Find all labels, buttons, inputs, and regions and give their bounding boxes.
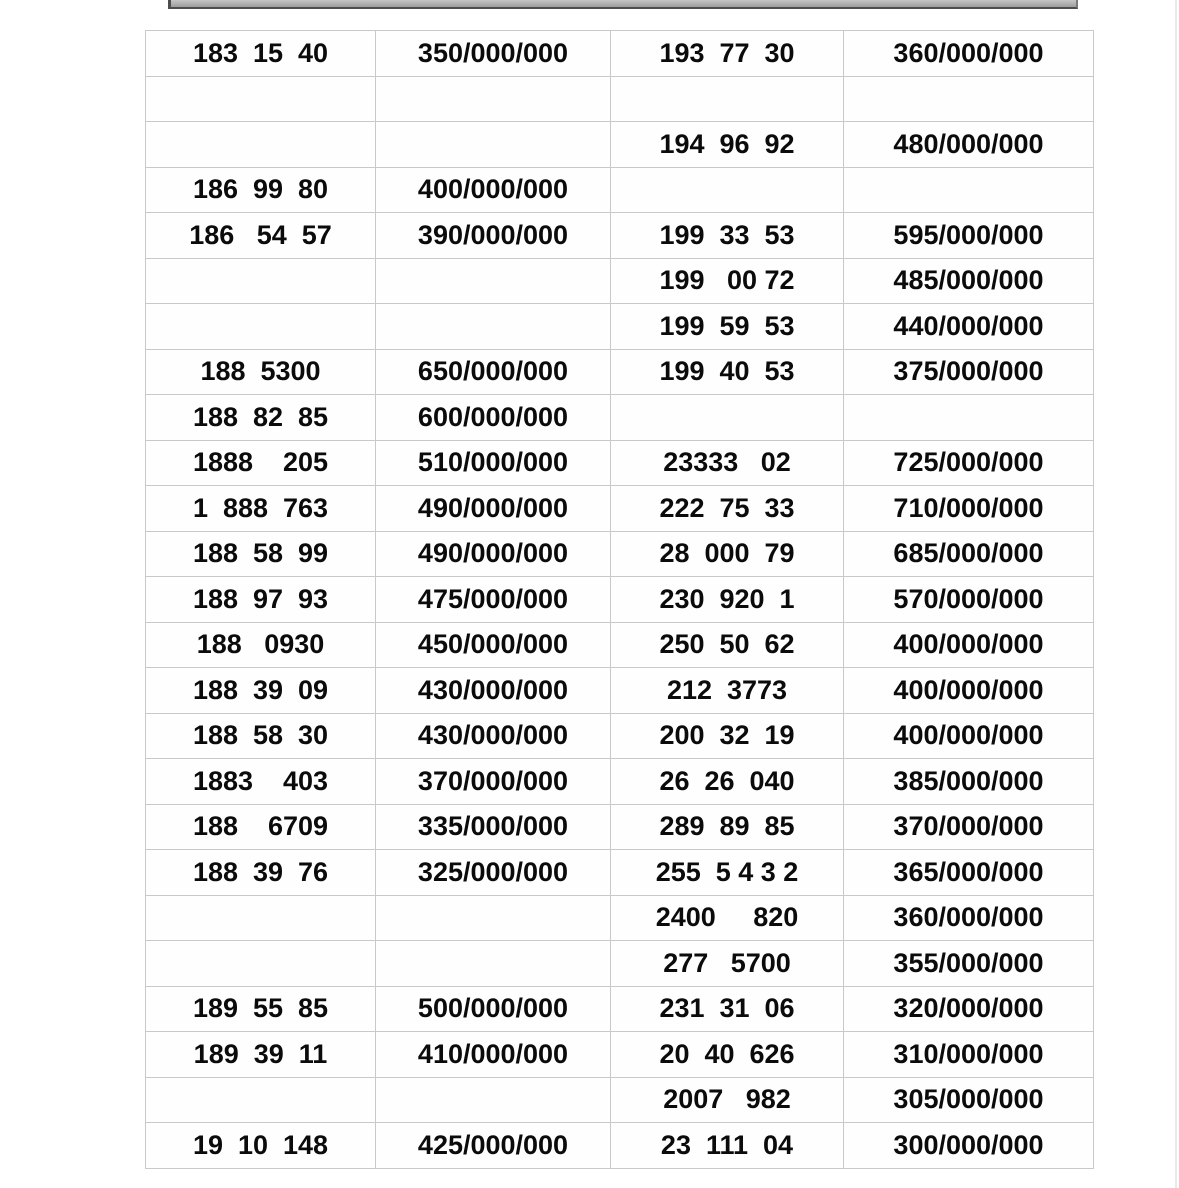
price-cell: 370/000/000 bbox=[844, 805, 1094, 851]
price-cell: 685/000/000 bbox=[844, 532, 1094, 578]
price-cell bbox=[376, 259, 611, 305]
phone-number-cell bbox=[146, 259, 376, 305]
phone-number-cell: 188 5300 bbox=[146, 350, 376, 396]
price-cell: 710/000/000 bbox=[844, 486, 1094, 532]
phone-number-cell: 231 31 06 bbox=[611, 987, 844, 1033]
phone-number-cell: 212 3773 bbox=[611, 668, 844, 714]
phone-number-cell: 188 58 99 bbox=[146, 532, 376, 578]
phone-number-cell: 28 000 79 bbox=[611, 532, 844, 578]
phone-number-cell: 277 5700 bbox=[611, 941, 844, 987]
phone-number-cell: 2400 820 bbox=[611, 896, 844, 942]
phone-number-cell: 23 111 04 bbox=[611, 1123, 844, 1169]
price-cell: 305/000/000 bbox=[844, 1078, 1094, 1124]
window-right-edge bbox=[1175, 0, 1177, 1188]
price-cell: 510/000/000 bbox=[376, 441, 611, 487]
phone-number-cell bbox=[611, 77, 844, 123]
phone-number-cell: 20 40 626 bbox=[611, 1032, 844, 1078]
price-cell: 370/000/000 bbox=[376, 759, 611, 805]
price-cell bbox=[376, 941, 611, 987]
price-cell bbox=[376, 122, 611, 168]
phone-number-cell: 188 82 85 bbox=[146, 395, 376, 441]
price-cell: 390/000/000 bbox=[376, 213, 611, 259]
price-cell: 500/000/000 bbox=[376, 987, 611, 1033]
phone-number-cell: 186 54 57 bbox=[146, 213, 376, 259]
phone-number-cell: 193 77 30 bbox=[611, 31, 844, 77]
price-cell: 595/000/000 bbox=[844, 213, 1094, 259]
price-cell: 325/000/000 bbox=[376, 850, 611, 896]
phone-number-cell: 186 99 80 bbox=[146, 168, 376, 214]
phone-number-cell: 1 888 763 bbox=[146, 486, 376, 532]
phone-number-cell: 289 89 85 bbox=[611, 805, 844, 851]
price-cell: 365/000/000 bbox=[844, 850, 1094, 896]
price-cell: 300/000/000 bbox=[844, 1123, 1094, 1169]
price-cell bbox=[376, 896, 611, 942]
phone-number-cell: 189 55 85 bbox=[146, 987, 376, 1033]
phone-number-cell: 188 6709 bbox=[146, 805, 376, 851]
phone-number-cell bbox=[611, 395, 844, 441]
price-cell: 335/000/000 bbox=[376, 805, 611, 851]
price-cell: 600/000/000 bbox=[376, 395, 611, 441]
price-cell bbox=[376, 77, 611, 123]
top-input-bottom-edge[interactable] bbox=[168, 0, 1078, 9]
phone-number-cell: 26 26 040 bbox=[611, 759, 844, 805]
price-cell: 350/000/000 bbox=[376, 31, 611, 77]
price-cell bbox=[376, 1078, 611, 1124]
phone-number-cell bbox=[146, 1078, 376, 1124]
price-cell: 485/000/000 bbox=[844, 259, 1094, 305]
phone-number-cell: 188 39 09 bbox=[146, 668, 376, 714]
price-cell: 320/000/000 bbox=[844, 987, 1094, 1033]
phone-number-cell bbox=[611, 168, 844, 214]
price-cell: 650/000/000 bbox=[376, 350, 611, 396]
price-cell: 400/000/000 bbox=[844, 668, 1094, 714]
price-cell: 425/000/000 bbox=[376, 1123, 611, 1169]
price-cell: 410/000/000 bbox=[376, 1032, 611, 1078]
phone-number-cell: 255 5 4 3 2 bbox=[611, 850, 844, 896]
price-cell: 360/000/000 bbox=[844, 896, 1094, 942]
price-cell: 480/000/000 bbox=[844, 122, 1094, 168]
price-cell bbox=[844, 395, 1094, 441]
phone-number-cell: 2007 982 bbox=[611, 1078, 844, 1124]
phone-number-cell: 199 00 72 bbox=[611, 259, 844, 305]
price-cell: 475/000/000 bbox=[376, 577, 611, 623]
price-cell: 570/000/000 bbox=[844, 577, 1094, 623]
phone-number-cell: 1888 205 bbox=[146, 441, 376, 487]
phone-number-cell: 23333 02 bbox=[611, 441, 844, 487]
phone-number-cell: 1883 403 bbox=[146, 759, 376, 805]
phone-number-cell: 199 59 53 bbox=[611, 304, 844, 350]
phone-number-cell: 200 32 19 bbox=[611, 714, 844, 760]
phone-number-cell bbox=[146, 304, 376, 350]
price-cell: 400/000/000 bbox=[376, 168, 611, 214]
price-cell bbox=[844, 168, 1094, 214]
price-cell: 310/000/000 bbox=[844, 1032, 1094, 1078]
phone-number-cell: 189 39 11 bbox=[146, 1032, 376, 1078]
price-cell: 360/000/000 bbox=[844, 31, 1094, 77]
price-cell: 355/000/000 bbox=[844, 941, 1094, 987]
price-cell: 450/000/000 bbox=[376, 623, 611, 669]
phone-number-cell: 183 15 40 bbox=[146, 31, 376, 77]
phone-number-cell: 188 0930 bbox=[146, 623, 376, 669]
price-cell: 385/000/000 bbox=[844, 759, 1094, 805]
phone-number-cell: 222 75 33 bbox=[611, 486, 844, 532]
price-cell: 490/000/000 bbox=[376, 532, 611, 578]
phone-number-cell: 19 10 148 bbox=[146, 1123, 376, 1169]
price-cell: 430/000/000 bbox=[376, 668, 611, 714]
phone-number-cell: 194 96 92 bbox=[611, 122, 844, 168]
phone-number-cell: 230 920 1 bbox=[611, 577, 844, 623]
phone-number-cell bbox=[146, 941, 376, 987]
price-cell bbox=[376, 304, 611, 350]
price-cell: 400/000/000 bbox=[844, 623, 1094, 669]
price-cell bbox=[844, 77, 1094, 123]
phone-number-cell: 188 58 30 bbox=[146, 714, 376, 760]
phone-number-cell bbox=[146, 896, 376, 942]
price-cell: 430/000/000 bbox=[376, 714, 611, 760]
price-cell: 375/000/000 bbox=[844, 350, 1094, 396]
price-cell: 400/000/000 bbox=[844, 714, 1094, 760]
price-cell: 725/000/000 bbox=[844, 441, 1094, 487]
phone-number-cell: 188 39 76 bbox=[146, 850, 376, 896]
price-table bbox=[145, 30, 1094, 1169]
price-cell: 440/000/000 bbox=[844, 304, 1094, 350]
phone-number-cell: 188 97 93 bbox=[146, 577, 376, 623]
price-cell: 490/000/000 bbox=[376, 486, 611, 532]
phone-number-cell: 199 33 53 bbox=[611, 213, 844, 259]
phone-number-cell bbox=[146, 122, 376, 168]
phone-number-cell bbox=[146, 77, 376, 123]
phone-number-cell: 250 50 62 bbox=[611, 623, 844, 669]
phone-number-cell: 199 40 53 bbox=[611, 350, 844, 396]
